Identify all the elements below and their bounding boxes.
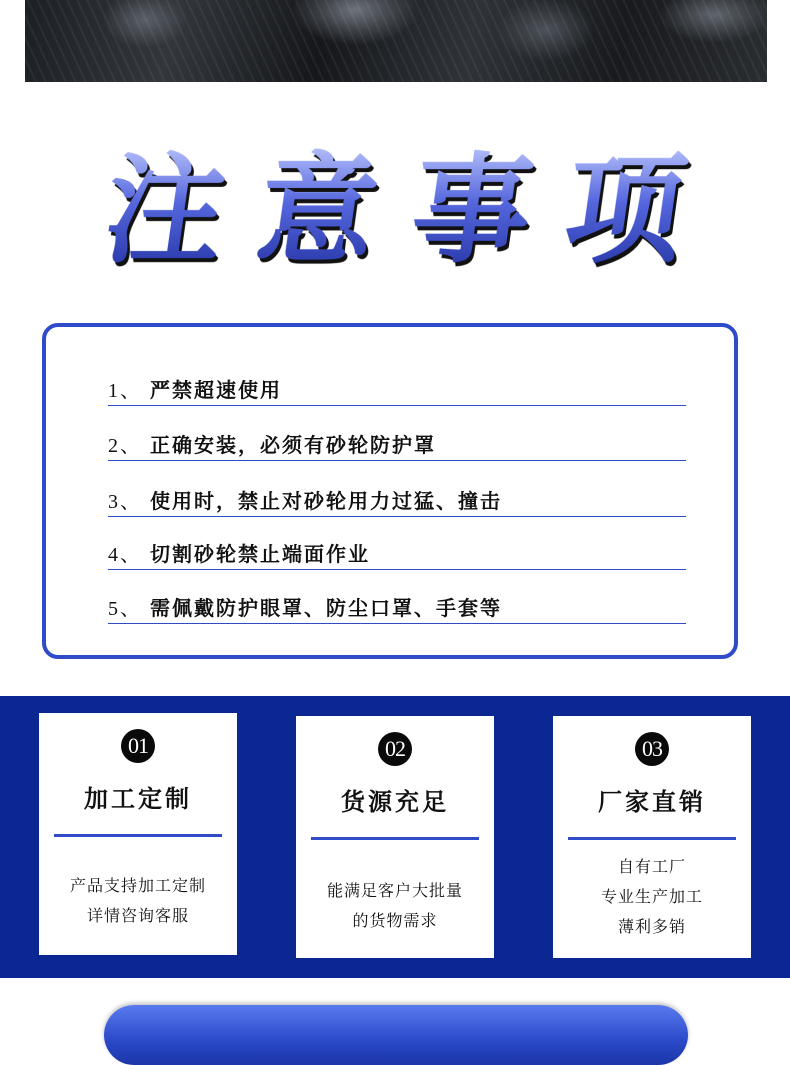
precaution-number: 5、 [108,597,142,620]
precaution-number: 4、 [108,543,142,566]
precaution-number: 3、 [108,490,142,513]
feature-desc-line: 产品支持加工定制 [69,876,206,895]
title-char: 意 [238,135,399,285]
feature-badge: 01 [121,729,155,763]
precaution-text: 正确安装，必须有砂轮防护罩 [150,432,436,457]
feature-title: 厂家直销 [598,788,706,816]
feature-title: 货源充足 [341,788,449,816]
precaution-text: 严禁超速使用 [150,377,282,402]
feature-desc-line: 专业生产加工 [600,887,703,906]
title-char: 项 [544,135,705,285]
divider [568,837,736,840]
precaution-text: 需佩戴防护眼罩、防尘口罩、手套等 [150,595,502,620]
precaution-number: 1、 [108,379,142,402]
precaution-number: 2、 [108,434,142,457]
feature-card-direct [553,716,751,958]
precaution-item [108,371,686,406]
page-title [95,130,695,290]
precautions-panel [42,323,738,659]
feature-desc-line: 详情咨询客服 [86,906,189,925]
feature-desc-line: 能满足客户大批量 [326,881,463,900]
divider [54,834,222,837]
feature-card-custom [39,713,237,955]
precaution-item [108,535,686,570]
precaution-text: 使用时，禁止对砂轮用力过猛、撞击 [150,488,502,513]
feature-desc-line: 的货物需求 [352,911,438,930]
feature-title: 加工定制 [84,785,192,813]
precaution-item [108,426,686,461]
title-char: 事 [391,135,552,285]
precaution-item [108,589,686,624]
section-header-pill [104,1005,688,1065]
title-char: 注 [84,135,245,285]
feature-badge: 02 [378,732,412,766]
feature-badge: 03 [635,732,669,766]
feature-desc-line: 薄利多销 [617,917,686,936]
precaution-item [108,482,686,517]
divider [311,837,479,840]
precaution-text: 切割砂轮禁止端面作业 [150,541,370,566]
grinding-wheel-photo [25,0,767,82]
feature-card-supply [296,716,494,958]
feature-desc-line: 自有工厂 [617,857,686,876]
